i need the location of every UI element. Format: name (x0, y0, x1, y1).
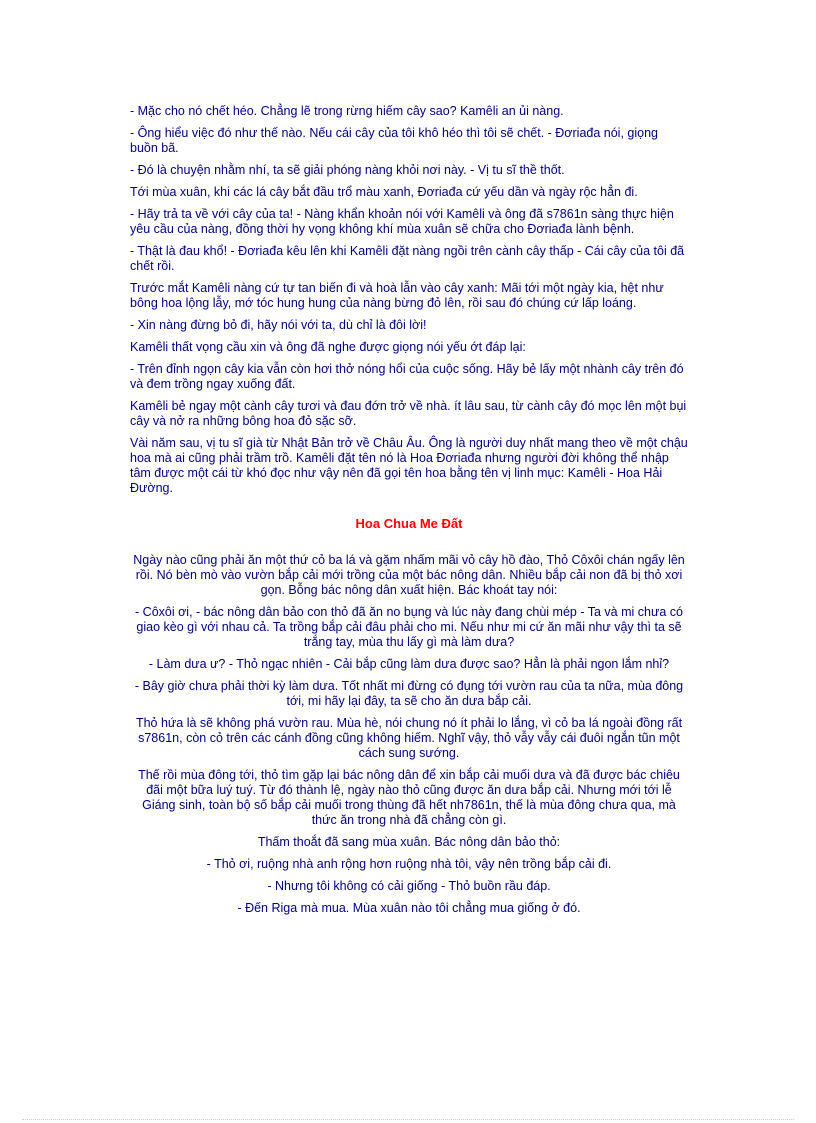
paragraph: - Mặc cho nó chết héo. Chẳng lẽ trong rừng hiếm cây sao? Kamêli an ủi nàng. (130, 104, 564, 118)
paragraph: - Xin nàng đừng bỏ đi, hãy nói với ta, dù chỉ là đôi lời! (130, 318, 427, 332)
paragraph: Trước mắt Kamêli nàng cứ tự tan biến đi và hoà lẫn vào cây xanh: Mãi tới một ngày kia, hệt như bông hoa lộng lẫy, mớ tóc hung hung của nàng bừng đỏ lên, rồi sau đó chúng cứ lấp loáng. (130, 281, 664, 310)
paragraph: - Côxôi ơi, - bác nông dân bảo con thỏ đã ăn no bụng và lúc này đang chùi mép - Ta và mi chưa có giao kèo gì với nhau cả. Ta trồng bắp cải đâu phải cho mi. Nếu như mi cứ ăn mãi như vậy thì ta sẽ trắng tay, mùa thu lấy gì mà làm dưa? (135, 605, 683, 649)
paragraph: Kamêli thất vọng cầu xin và ông đã nghe được giọng nói yếu ớt đáp lại: (130, 340, 526, 354)
paragraph: - Bây giờ chưa phải thời kỳ làm dưa. Tốt nhất mi đừng có đụng tới vườn rau của ta nữa, mùa đông tới, mi hãy lại đây, ta sẽ cho ăn dưa bắp cải. (134, 679, 684, 708)
paragraph: Tới mùa xuân, khi các lá cây bắt đầu trổ màu xanh, Đơriađa cứ yếu dần và ngày rộc hẳn đi. (130, 185, 638, 199)
story-title: Hoa Chua Me Đất (355, 516, 463, 531)
paragraph: Kamêli bẻ ngay một cành cây tươi và đau đớn trở về nhà. ít lâu sau, từ cành cây đó mọc lên một bụi cây và nở ra những bông hoa đỏ sặc sỡ. (130, 399, 687, 428)
paragraph: - Nhưng tôi không có cải giống - Thỏ buồn rầu đáp. (267, 879, 551, 893)
paragraph: Thấm thoắt đã sang mùa xuân. Bác nông dân bảo thỏ: (257, 835, 561, 849)
paragraph: - Ông hiểu việc đó như thế nào. Nếu cái cây của tôi khô héo thì tôi sẽ chết. - Đơriađa nói, giọng buồn bã. (130, 126, 658, 155)
paragraph: Vài năm sau, vị tu sĩ già từ Nhật Bản trở về Châu Âu. Ông là người duy nhất mang theo về một chậu hoa mà ai cũng phải trầm trồ. Kamêli đặt tên nó là Hoa Đơriađa nhưng người đời không thể nhập tâm được một cái từ khó đọc như vậy nên đã gọi tên hoa bằng tên vị linh mục: Kamêli - Hoa Hải Đường. (130, 436, 688, 495)
paragraph: - Thỏ ơi, ruộng nhà anh rộng hơn ruộng nhà tôi, vậy nên trồng bắp cải đi. (206, 857, 612, 871)
document-page (130, 104, 688, 923)
paragraph: - Đó là chuyện nhằm nhí, ta sẽ giải phóng nàng khỏi nơi này. - Vị tu sĩ thề thốt. (130, 163, 565, 177)
paragraph: Ngày nào cũng phải ăn một thứ cỏ ba lá và gặm nhấm mãi vỏ cây hồ đào, Thỏ Côxôi chán ngấy lên rồi. Nó bèn mò vào vườn bắp cải mới trồng của một bác nông dân. Nhiều bắp cải non đã bị thỏ xơi gọn. Bỗng bác nông dân xuất hiện. Bác khoát tay nói: (133, 553, 685, 597)
paragraph: - Hãy trả ta về với cây của ta! - Nàng khẩn khoản nói với Kamêli và ông đã s7861n sàng thực hiện yêu cầu của nàng, đồng thời hy vọng không khí mùa xuân sẽ chữa cho Đơriađa lành bệnh. (130, 207, 674, 236)
paragraph: Thỏ hứa là sẽ không phá vườn rau. Mùa hè, nói chung nó ít phải lo lắng, vì cỏ ba lá ngoài đồng rất s7861n, còn cỏ trên các cánh đồng cũng không hiếm. Nghĩ vậy, thỏ vẫy vẫy cái đuôi ngắn tũn một cách sung sướng. (135, 716, 683, 760)
paragraph: - Trên đỉnh ngọn cây kia vẫn còn hơi thở nóng hổi của cuộc sống. Hãy bẻ lấy một nhành cây trên đó và đem trồng ngay xuống đất. (130, 362, 684, 391)
paragraph: Thế rồi mùa đông tới, thỏ tìm gặp lại bác nông dân để xin bắp cải muối dưa và đã được bác chiêu đãi một bữa luý tuý. Từ đó thành lệ, ngày nào thỏ cũng được ăn dưa bắp cải. Nhưng mới tới lễ Giáng sinh, toàn bộ số bắp cải muối trong thùng đã hết nh7861n, thế là mùa đông chưa qua, mà thức ăn trong nhà đã chẳng còn gì. (138, 768, 680, 827)
page-bottom-divider (22, 1119, 794, 1120)
paragraph: - Làm dưa ư? - Thỏ ngạc nhiên - Cải bắp cũng làm dưa được sao? Hẳn là phải ngon lắm nhỉ? (148, 657, 670, 671)
paragraph: - Đến Riga mà mua. Mùa xuân nào tôi chẳng mua giống ở đó. (237, 901, 581, 915)
paragraph: - Thật là đau khổ! - Đơriađa kêu lên khi Kamêli đặt nàng ngồi trên cành cây thấp - Cái cây của tôi đã chết rồi. (130, 244, 685, 273)
